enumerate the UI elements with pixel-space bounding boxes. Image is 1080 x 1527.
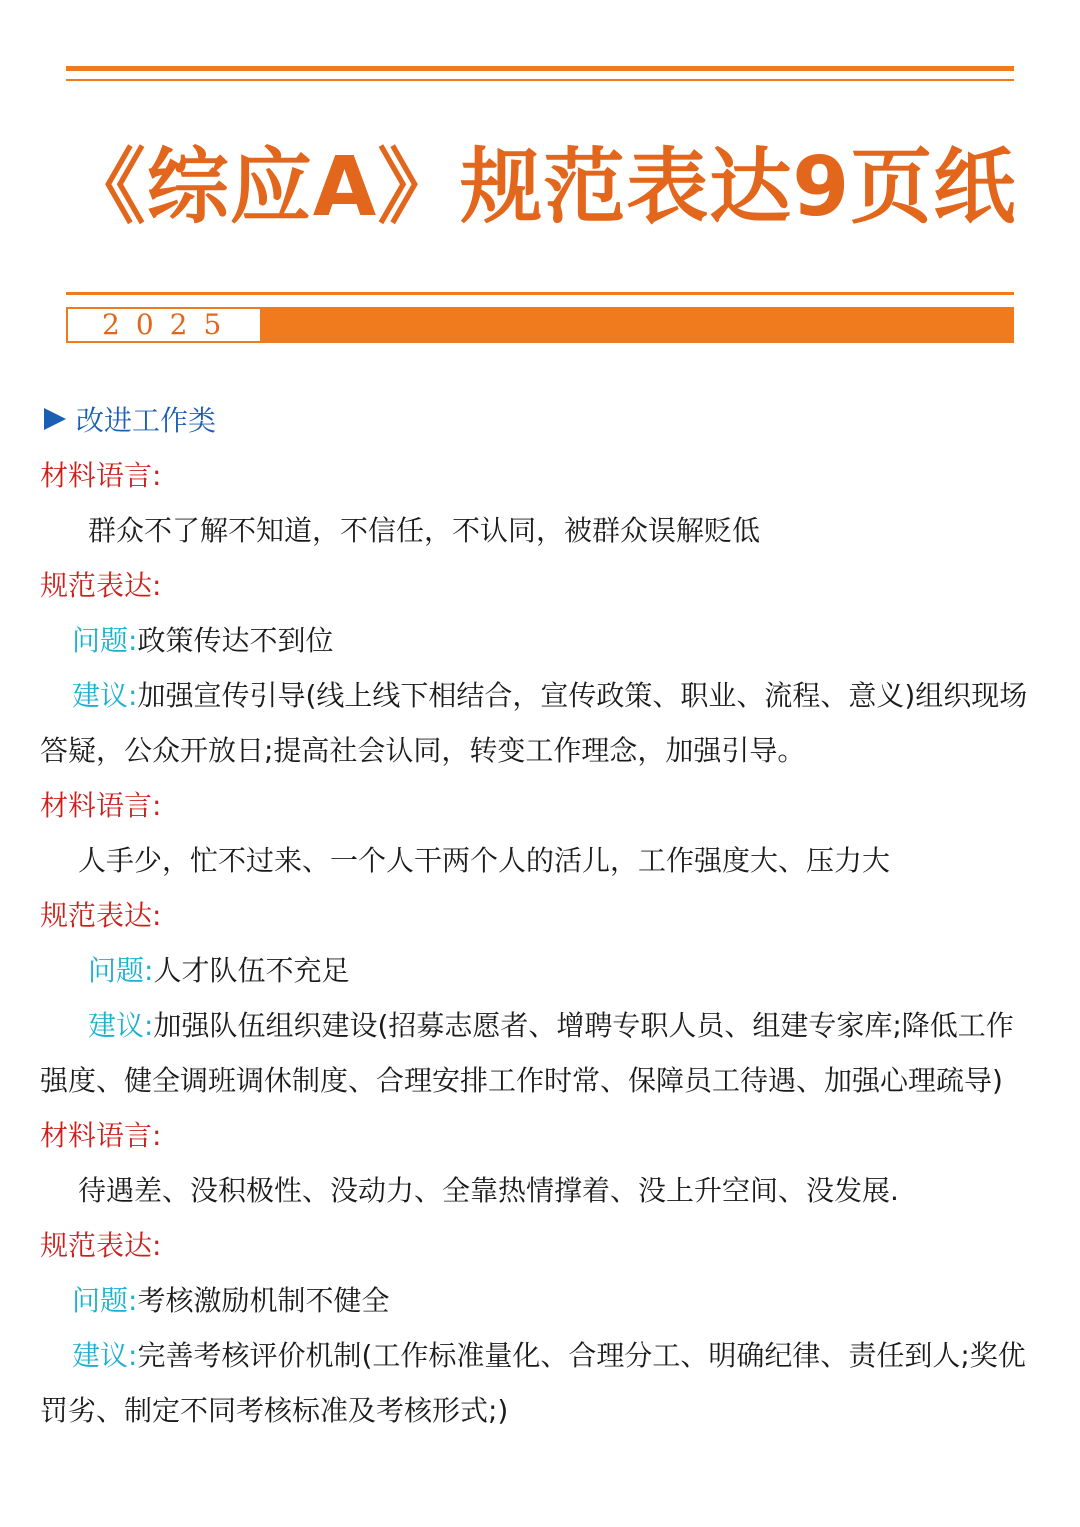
material-label: 材料语言:	[40, 1119, 162, 1152]
page-title: 《综应A》规范表达9页纸	[63, 140, 1017, 235]
standard-label: 规范表达:	[40, 1229, 162, 1262]
suggestion-label: 建议:	[72, 1339, 138, 1372]
material-text: 人手少，忙不过来、一个人干两个人的活儿，工作强度大、压力大	[78, 844, 891, 877]
suggestion-label: 建议:	[88, 1009, 154, 1042]
problem-text: 考核激励机制不健全	[137, 1284, 390, 1317]
triangle-right-icon	[44, 408, 66, 430]
material-label: 材料语言:	[40, 789, 162, 822]
problem-label: 问题:	[72, 1284, 138, 1317]
suggestion-text: 完善考核评价机制(工作标准量化、合理分工、明确纪律、责任到人;奖优罚劣、制定不同考核标准及考核形式;)	[40, 1339, 1026, 1427]
standard-label: 规范表达:	[40, 899, 162, 932]
top-rule-thick	[66, 66, 1014, 71]
problem-line	[40, 613, 1040, 668]
top-rule-thin	[66, 79, 1014, 81]
problem-line	[40, 1273, 1040, 1328]
problem-label: 问题:	[88, 954, 154, 987]
section-heading	[40, 390, 1040, 448]
problem-label: 问题:	[72, 624, 138, 657]
content-body	[40, 390, 1040, 1438]
material-text: 群众不了解不知道，不信任，不认同，被群众误解贬低	[88, 514, 761, 547]
problem-text: 人才队伍不充足	[153, 954, 350, 987]
suggestion-paragraph	[40, 998, 1040, 1108]
problem-text: 政策传达不到位	[137, 624, 334, 657]
year-banner-fill	[262, 307, 1014, 343]
material-label: 材料语言:	[40, 459, 162, 492]
section-heading-text: 改进工作类	[76, 404, 217, 437]
standard-label: 规范表达:	[40, 569, 162, 602]
year-banner	[66, 307, 1014, 343]
suggestion-text: 加强队伍组织建设(招募志愿者、增聘专职人员、组建专家库;降低工作强度、健全调班调休制度、合理安排工作时常、保障员工待遇、加强心理疏导)	[40, 1009, 1014, 1097]
middle-rule	[66, 292, 1014, 295]
material-text: 待遇差、没积极性、没动力、全靠热情撑着、没上升空间、没发展.	[78, 1174, 899, 1207]
year-label: 2025	[66, 307, 262, 343]
suggestion-text: 加强宣传引导(线上线下相结合，宣传政策、职业、流程、意义)组织现场答疑，公众开放日;提高社会认同，转变工作理念，加强引导。	[40, 679, 1028, 767]
suggestion-paragraph	[40, 1328, 1040, 1438]
suggestion-label: 建议:	[72, 679, 138, 712]
suggestion-paragraph	[40, 668, 1040, 778]
problem-line	[40, 943, 1040, 998]
